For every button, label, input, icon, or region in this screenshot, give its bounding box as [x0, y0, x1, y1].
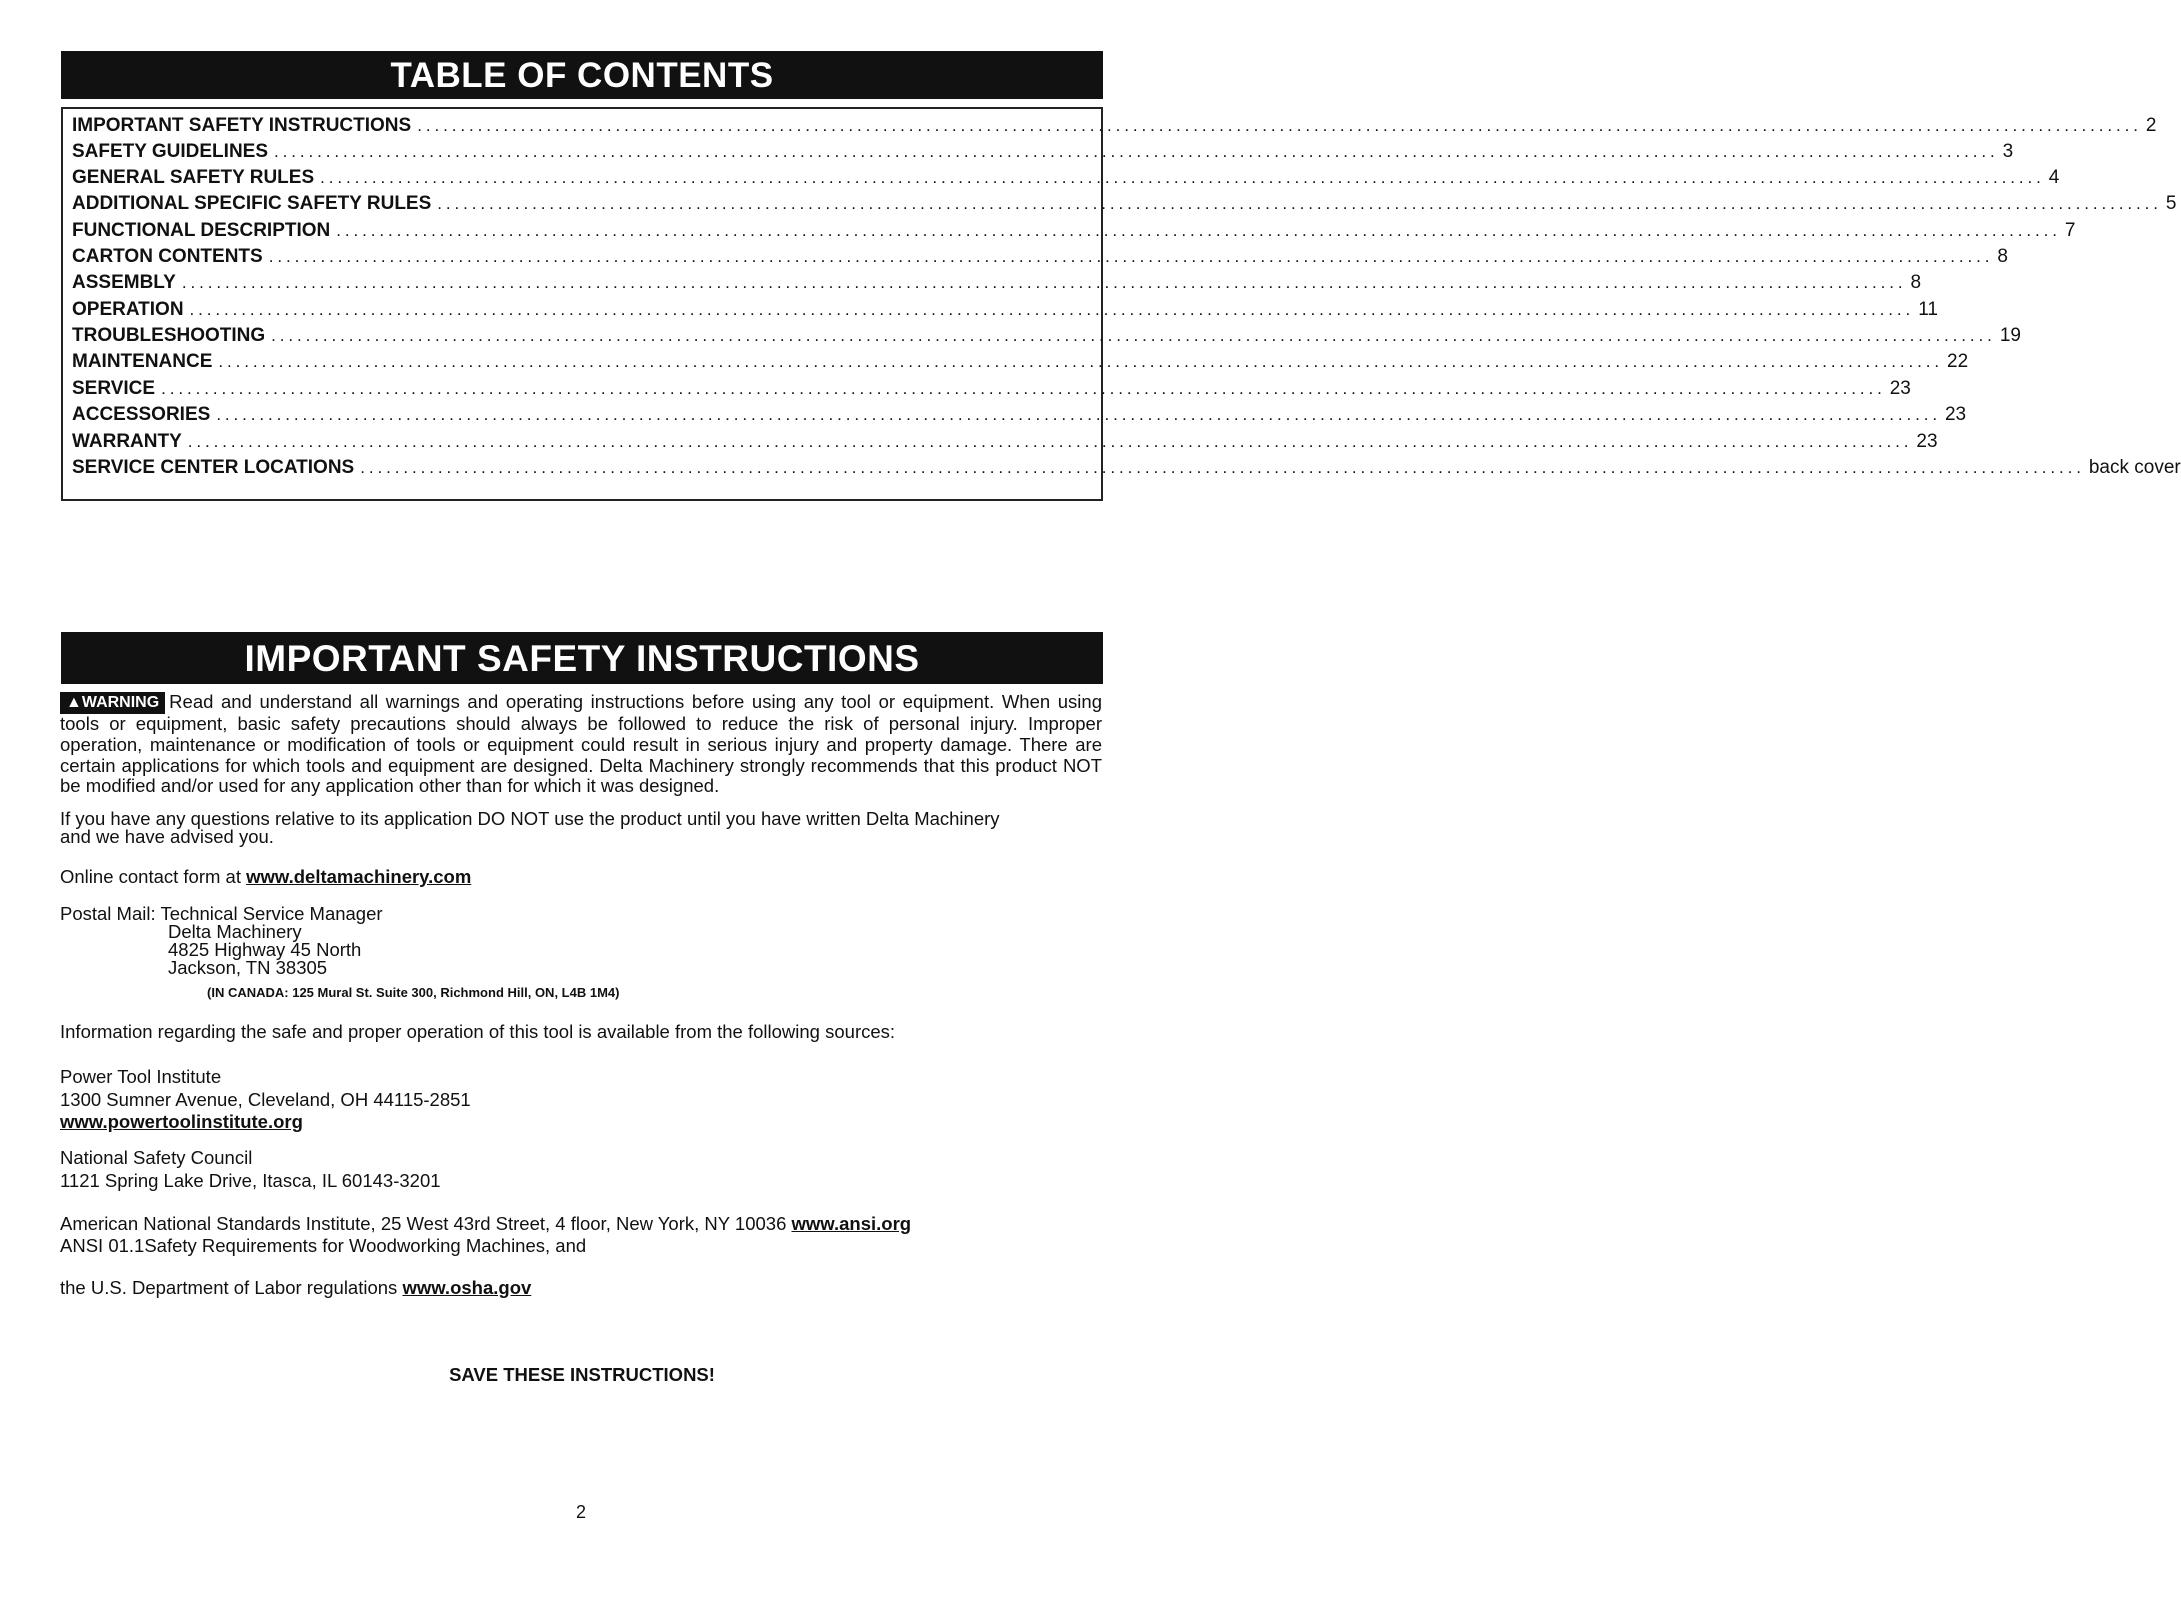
- toc-entry-page: 7: [2064, 220, 2076, 241]
- questions-line: and we have advised you.: [60, 826, 274, 847]
- postal-line: Delta Machinery: [168, 921, 302, 942]
- toc-entry-page: 19: [1999, 325, 2021, 346]
- nsc-address: 1121 Spring Lake Drive, Itasca, IL 60143-3201: [60, 1169, 441, 1191]
- toc-entry-title: ACCESSORIES: [72, 404, 211, 425]
- postal-mail: [60, 905, 383, 977]
- toc-leader-dots: ........................................................................................................................................................................................................: [161, 379, 1886, 398]
- canada-address: (IN CANADA: 125 Mural St. Suite 300, Richmond Hill, ON, L4B 1M4): [207, 985, 620, 1000]
- osha-text: the U.S. Department of Labor regulations: [60, 1277, 403, 1298]
- toc-entry-page: back cover: [2088, 457, 2181, 478]
- toc-leader-dots: ........................................................................................................................................................................................................: [189, 300, 1915, 319]
- toc-leader-dots: ........................................................................................................................................................................................................: [216, 405, 1941, 424]
- pti-name: Power Tool Institute: [60, 1066, 222, 1087]
- toc-entry: [72, 167, 2060, 191]
- online-contact: [60, 866, 471, 887]
- postal-line: 4825 Highway 45 North: [168, 939, 362, 960]
- toc-entry-page: 23: [1889, 378, 1911, 399]
- postal-line: Technical Service Manager: [160, 903, 383, 924]
- national-safety-council: [60, 1147, 441, 1192]
- power-tool-institute: [60, 1066, 471, 1134]
- info-sources: Information regarding the safe and proper operation of this tool is available from the following sources:: [60, 1021, 896, 1042]
- postal-mail-label: Postal Mail:: [60, 903, 161, 924]
- warning-label: WARNING: [81, 694, 160, 711]
- toc-entry-page: 2: [2145, 115, 2157, 136]
- toc-leader-dots: ........................................................................................................................................................................................................: [181, 273, 1907, 292]
- warning-triangle-icon: ▲: [66, 694, 82, 711]
- page-number: 2: [575, 1502, 586, 1522]
- toc-entry: [72, 246, 2008, 270]
- toc-entry-page: 23: [1944, 404, 1967, 425]
- toc-entry-title: WARRANTY: [72, 431, 182, 452]
- warning-text: Read and understand all warnings and operating instructions before using any tool or equipment. When using tools or equipment, basic safety precautions should always be followed to reduce the risk of personal injury. Improper operation, maintenance or modification of tools or equipment could result in serious injury and property damage. There are certain applications for which tools and equipment are designed. Delta Machinery strongly recommends that this product NOT be modified and/or used for any application other than for which it was designed.: [60, 691, 1102, 797]
- toc-entry-page: 8: [1997, 246, 2008, 267]
- toc-entry-title: SAFETY GUIDELINES: [72, 141, 269, 162]
- toc-entry: [72, 115, 2157, 139]
- toc-entry-page: 5: [2165, 193, 2177, 214]
- toc-leader-dots: ........................................................................................................................................................................................................: [417, 116, 2142, 135]
- ansi-text: American National Standards Institute, 25 West 43rd Street, 4 floor, New York, NY 10036: [60, 1213, 792, 1234]
- questions-paragraph: [60, 810, 1000, 846]
- toc-leader-dots: ........................................................................................................................................................................................................: [320, 168, 2045, 187]
- toc-leader-dots: ........................................................................................................................................................................................................: [274, 142, 1999, 161]
- ansi-standard: ANSI 01.1Safety Requirements for Woodworking Machines, and: [60, 1235, 587, 1256]
- toc-entry-page: 3: [2002, 141, 2014, 162]
- ansi-website-link[interactable]: www.ansi.org: [791, 1213, 912, 1234]
- toc-entry-page: 4: [2048, 167, 2060, 188]
- ansi-info: [60, 1213, 911, 1257]
- warning-badge: [60, 692, 165, 714]
- toc-entry-title: ADDITIONAL SPECIFIC SAFETY RULES: [72, 193, 432, 214]
- toc-entry: [72, 404, 1967, 428]
- toc-entry: [72, 457, 2181, 481]
- toc-leader-dots: ........................................................................................................................................................................................................: [218, 352, 1944, 371]
- online-contact-prefix: Online contact form at: [60, 866, 247, 887]
- toc-entry-title: OPERATION: [72, 299, 184, 320]
- toc-entry-page: 22: [1947, 351, 1969, 372]
- toc-entry-title: FUNCTIONAL DESCRIPTION: [72, 220, 331, 241]
- osha-website-link[interactable]: www.osha.gov: [402, 1277, 532, 1298]
- toc-entry-page: 23: [1916, 431, 1938, 452]
- toc-entry: [72, 378, 1911, 402]
- toc-entry: [72, 141, 2014, 165]
- toc-entry: [72, 299, 1938, 323]
- toc-leader-dots: ........................................................................................................................................................................................................: [271, 326, 1996, 345]
- toc-leader-dots: ........................................................................................................................................................................................................: [336, 221, 2061, 240]
- toc-heading: TABLE OF CONTENTS: [61, 51, 1103, 99]
- toc-entry-title: IMPORTANT SAFETY INSTRUCTIONS: [72, 115, 412, 136]
- toc-entry-title: SERVICE: [72, 378, 156, 399]
- toc-leader-dots: ........................................................................................................................................................................................................: [187, 432, 1913, 451]
- toc-leader-dots: ........................................................................................................................................................................................................: [437, 194, 2162, 213]
- toc-leader-dots: ........................................................................................................................................................................................................: [360, 458, 2085, 477]
- pti-website-link[interactable]: www.powertoolinstitute.org: [60, 1111, 303, 1132]
- toc-entry-title: SERVICE CENTER LOCATIONS: [72, 457, 355, 478]
- osha-info: [60, 1277, 531, 1298]
- toc-entry: [72, 220, 2076, 244]
- toc-entry: [72, 351, 1969, 375]
- toc-entry-page: 8: [1910, 272, 1922, 293]
- delta-website-link[interactable]: www.deltamachinery.com: [246, 866, 472, 887]
- toc-entry-title: CARTON CONTENTS: [72, 246, 263, 267]
- save-instructions: SAVE THESE INSTRUCTIONS!: [449, 1364, 715, 1385]
- questions-line: If you have any questions relative to its application DO NOT use the product until you have written Delta Machinery: [60, 808, 1000, 829]
- warning-paragraph: [60, 692, 1102, 797]
- nsc-name: National Safety Council: [60, 1147, 253, 1168]
- toc-entry-page: 11: [1918, 299, 1938, 320]
- toc-entry-title: GENERAL SAFETY RULES: [72, 167, 315, 188]
- table-of-contents: [61, 107, 2181, 501]
- toc-entry: [72, 325, 2021, 349]
- toc-entry: [72, 272, 1922, 296]
- toc-entry: [72, 431, 1938, 455]
- postal-line: Jackson, TN 38305: [168, 957, 328, 978]
- pti-address: 1300 Sumner Avenue, Cleveland, OH 44115-2851: [60, 1088, 471, 1110]
- toc-entry: [72, 193, 2177, 217]
- toc-entry-title: ASSEMBLY: [72, 272, 176, 293]
- toc-entry-title: TROUBLESHOOTING: [72, 325, 266, 346]
- safety-instructions-heading: IMPORTANT SAFETY INSTRUCTIONS: [61, 632, 1103, 684]
- toc-leader-dots: ........................................................................................................................................................................................................: [268, 247, 1994, 266]
- toc-entry-title: MAINTENANCE: [72, 351, 213, 372]
